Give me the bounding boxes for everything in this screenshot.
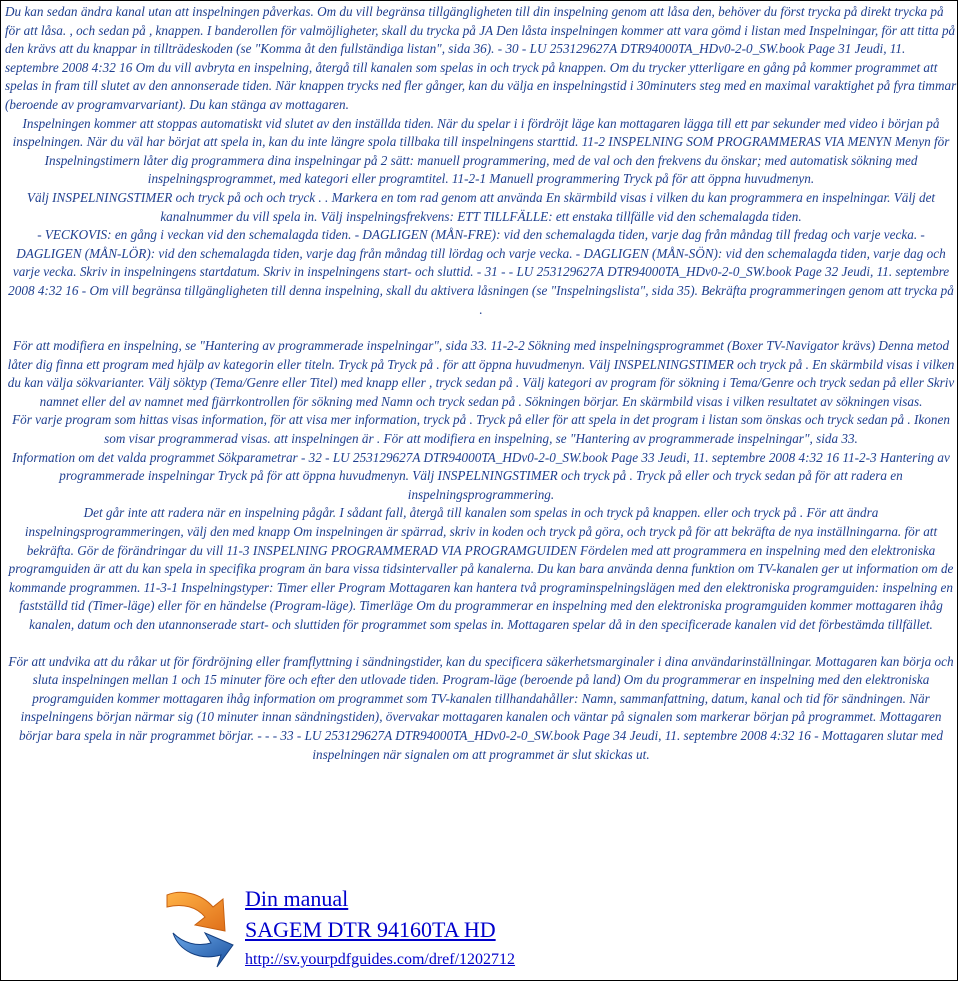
paragraph-7: Information om det valda programmet Sökparametrar - 32 - LU 253129627A DTR94000TA_HDv0-2-0_SW.book Page 33 Jeudi, 11. septembre 2008 4:32 16 11-2-3 Hantering av programmerade inspelningar Tryck på för att öppna huvudmenyn. Välj INSPELNINGSTIMER och tryck på . Tryck på eller och tryck sedan på för att radera en inspelningsprogrammering. xyxy=(12,449,950,502)
url-link[interactable]: http://sv.yourpdfguides.com/dref/1202712 xyxy=(245,951,516,968)
manual-link[interactable]: Din manual xyxy=(245,886,349,911)
paragraph-8: Det går inte att radera när en inspelning pågår. I sådant fall, återgå till kanalen som spelas in och tryck på knappen. eller och tryck på . För att ändra inspelningsprogrammeringen, välj den med knapp Om inspelningen är spärrad, skriv in koden och tryck på göra, och tryck på för att bekräfta de nya inställningarna. för att bekräfta. Gör de förändringar du vill 11-3 INSPELNING PROGRAMMERAD VIA PROGRAMGUIDEN Fördelen med att programmera en inspelning med den elektroniska programguiden är att du kan spela in specifika program än bara vissa tidsintervaller på kanalerna. Du kan bara använda denna funktion om TV-kanalen ger ut information om de kommande programmen. 11-3-1 Inspelningstyper: Timer eller Program Mottagaren kan hantera två programinspelningslägen med den elektroniska programguiden: inspelning en fastställd tid (Timer-läge) eller för en händelse (Program-läge). Timerläge Om du programmerar en inspelning med den elektroniska programguiden kommer mottagaren ihåg kanalen, datum och den utannonserade start- och sluttiden för programmet som spelas in. Mottagaren spelar då in den specificerade kanalen vid det förbestämda tillfället. xyxy=(8,505,954,632)
paragraph-5: För att modifiera en inspelning, se "Hantering av programmerade inspelningar", sida 33. 11-2-2 Sökning med inspelningsprogrammet (Boxer TV-Navigator krävs) Denna metod låter dig finna ett program med hjälp av kategorin eller titeln. Tryck på Tryck på . för att öppna huvudmenyn. Välj INSPELNINGSTIMER och tryck på . En skärmbild visas i vilken du kan välja sökvarianter. Välj söktyp (Tema/Genre eller Titel) med knapp eller , tryck sedan på . Välj kategori av program för sökning i Tema/Genre och tryck sedan på eller Skriv namnet eller del av namnet med fjärrkontrollen för sökning med Namn och tryck sedan på . Sökningen börjar. En skärmbild visas i vilken resultatet av sökningen visas. xyxy=(7,338,955,409)
paragraph-9: För att undvika att du råkar ut för fördröjning eller framflyttning i sändningstider, kan du specificera säkerhetsmarginaler i dina användarinställningar. Mottagaren kan börja och sluta inspelningen mellan 1 och 15 minuter före och efter den utlovade tiden. Program-läge (beroende på land) Om du programmerar en inspelning med den elektroniska programguiden kommer mottagaren ihåg information om programmet som TV-kanalen tillhandahåller: Namn, sammanfattning, datum, kanal och tid för sändningen. När inspelningens början närmar sig (10 minuter innan sändningstiden), övervakar mottagaren kanalen och väntar på signalen som markerar början på programmet. Mottagaren börjar bara spela in när programmet börjar. - - - 33 - LU 253129627A DTR94000TA_HDv0-2-0_SW.book Page 34 Jeudi, 11. septembre 2008 4:32 16 - Mottagaren slutar med inspelningen när signalen om att programmet är slut skickas ut. xyxy=(8,653,954,762)
paragraph-6: För varje program som hittas visas information, för att visa mer information, tryck på . Tryck på eller för att spela in det program i listan som önskas och tryck sedan på . Ikonen som visar programmerad visas. att inspelningen är . För att modifiera en inspelning, se "Hantering av programmerade inspelningar", sida 33. xyxy=(12,412,950,447)
paragraph-1: Du kan sedan ändra kanal utan att inspelningen påverkas. Om du vill begränsa tillgängligheten till din inspelning genom att låsa den, behöver du först trycka på direkt trycka på för att låsa. , och sedan på , knappen. I banderollen för valmöjligheter, skall du trycka på JA Den låsta inspelningen kommer att vara gömd i listan med Inspelningar, för att titta på den krävs att du knappar in tillträdeskoden (se "Komma åt den fullständiga listan", sida 36). - 30 - LU 253129627A DTR94000TA_HDv0-2-0_SW.book Page 31 Jeudi, 11. septembre 2008 4:32 16 Om du vill avbryta en inspelning, återgå till kanalen som spelas in och tryck på knappen. Om du trycker ytterligare en gång på kommer programmet att spelas in fram till slutet av den annonserade tiden. När knappen trycks ned fler gånger, kan du välja en inspelningstid i 30minuters steg med en maximal varaktighet på fyra timmar (beroende av programvarvariant). Du kan stänga av mottagaren. xyxy=(5,4,957,112)
product-link[interactable]: SAGEM DTR 94160TA HD xyxy=(245,917,496,942)
arrow-logo-icon xyxy=(161,885,235,971)
paragraph-4: - VECKOVIS: en gång i veckan vid den schemalagda tiden. - DAGLIGEN (MÅN-FRE): vid den schemalagda tiden, varje dag från måndag till fredag och varje vecka. - DAGLIGEN (MÅN-LÖR): vid den schemalagda tiden, varje dag från måndag till lördag och varje vecka. - DAGLIGEN (MÅN-SÖN): vid den schemalagda tiden, varje dag och varje vecka. Skriv in inspelningens startdatum. Skriv in inspelningens start- och sluttid. - 31 - - LU 253129627A DTR94000TA_HDv0-2-0_SW.book Page 32 Jeudi, 11. septembre 2008 4:32 16 - Om vill begränsa tillgängligheten till denna inspelning, skall du aktivera låsningen (se "Inspelningslista", sida 35). Bekräfta programmeringen genom att trycka på . xyxy=(8,227,954,317)
footer xyxy=(161,885,761,975)
paragraph-spacer xyxy=(5,635,957,653)
paragraph-3: Välj INSPELNINGSTIMER och tryck på och och tryck . . Markera en tom rad genom att använda En skärmbild visas i vilken du kan programmera en inspelningar. Välj det kanalnummer du vill spela in. Välj inspelningsfrekvens: ETT TILLFÄLLE: ett enstaka tillfälle vid den schemalagda tiden. xyxy=(26,189,936,224)
document-text xyxy=(5,3,957,764)
footer-links xyxy=(245,885,515,971)
paragraph-spacer xyxy=(5,319,957,337)
paragraph-2: Inspelningen kommer att stoppas automatiskt vid slutet av den inställda tiden. När du spelar i i fördröjt läge kan mottagaren lägga till ett par sekunder med video i början på inspelningen. När du väl har börjat att spela in, kan du inte längre spola tillbaka till inspelningens starttid. 11-2 INSPELNING SOM PROGRAMMERAS VIA MENYN Menyn för Inspelningstimern låter dig programmera dina inspelningar på 2 sätt: manuell programmering, med de val och den frekvens du önskar; med automatisk sökning med inspelningsprogrammet, med kategori eller programtitel. 11-2-1 Manuell programmering Tryck på för att öppna huvudmenyn. xyxy=(12,115,950,187)
